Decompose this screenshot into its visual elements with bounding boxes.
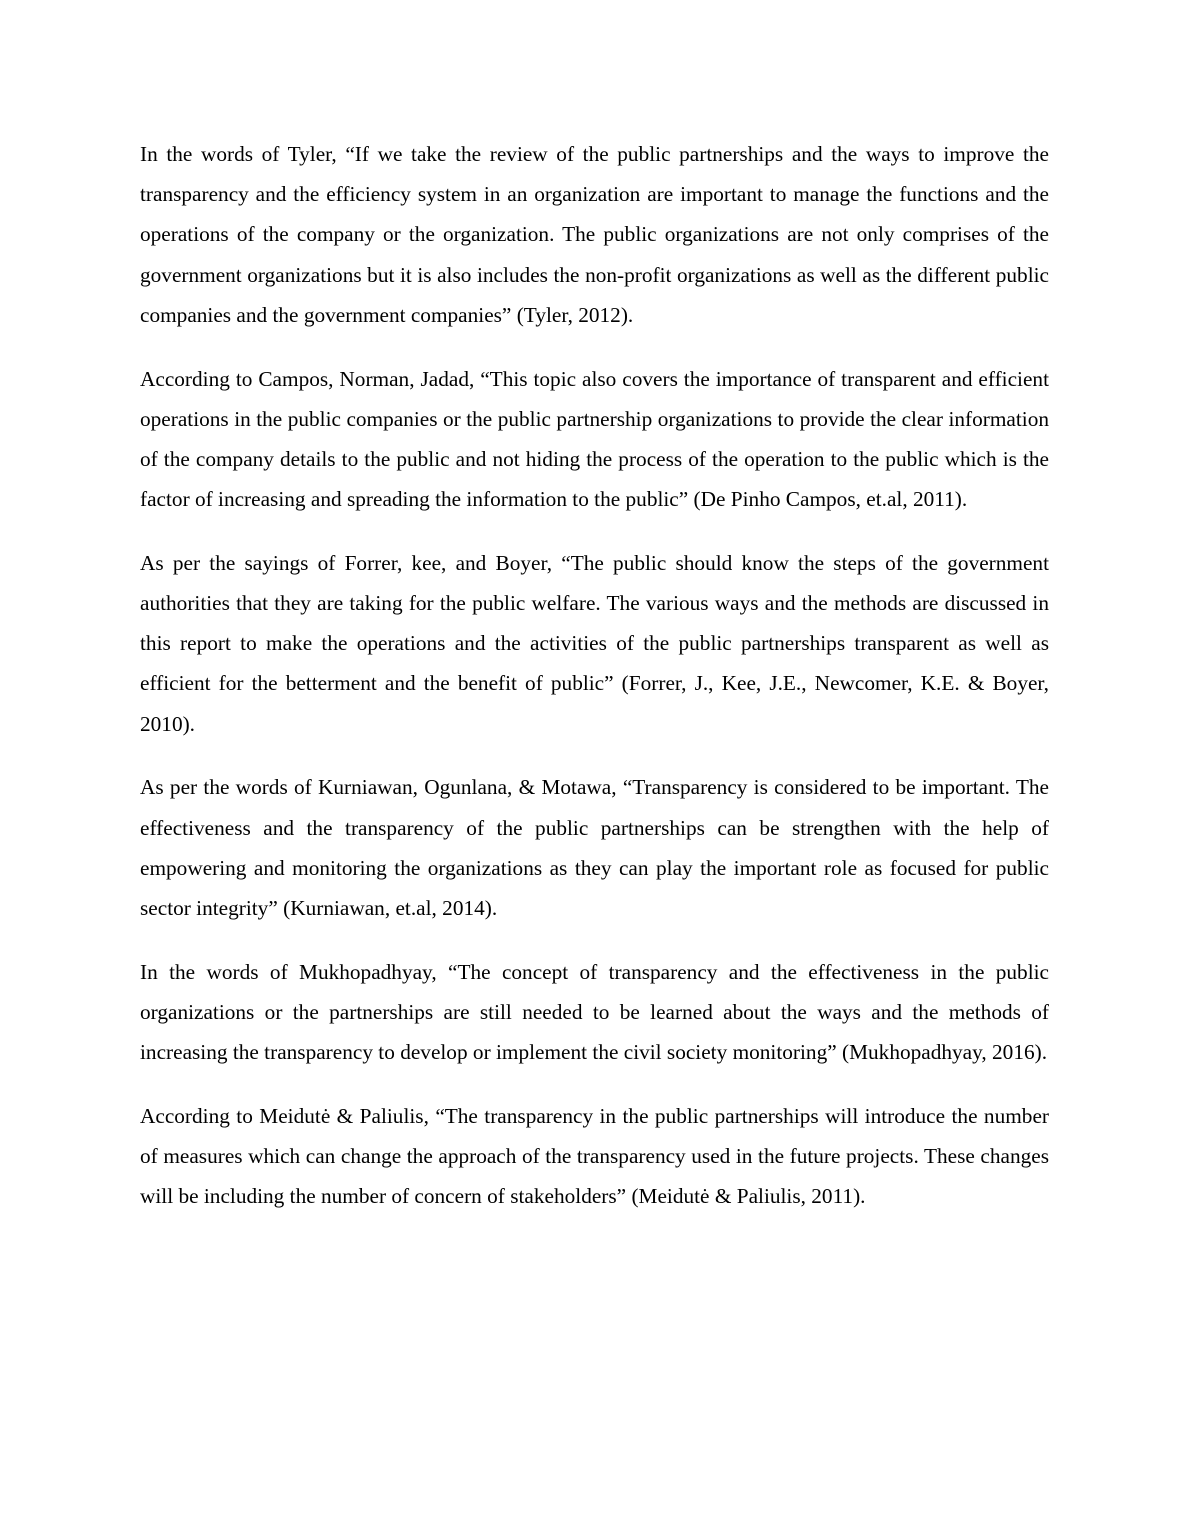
- paragraph-campos: According to Campos, Norman, Jadad, “This topic also covers the importance of transparent and efficient operations in the public companies or the public partnership organizations to provide the clear information of the company details to the public and not hiding the process of the operation to the public which is the factor of increasing and spreading the information to the public” (De Pinho Campos, et.al, 2011).: [140, 366, 1049, 512]
- paragraph-kurniawan: As per the words of Kurniawan, Ogunlana, & Motawa, “Transparency is considered to be important. The effectiveness and the transparency of the public partnerships can be strengthen with the help of empowering and monitoring the organizations as they can play the important role as focused for public sector integrity” (Kurniawan, et.al, 2014).: [140, 775, 1049, 920]
- paragraph-forrer: As per the sayings of Forrer, kee, and Boyer, “The public should know the steps of the government authorities that they are taking for the public welfare. The various ways and the methods are discussed in this report to make the operations and the activities of the public partnerships transparent as well as efficient for the betterment and the benefit of public” (Forrer, J., Kee, J.E., Newcomer, K.E. & Boyer, 2010).: [140, 550, 1049, 736]
- paragraph-tyler: In the words of Tyler, “If we take the review of the public partnerships and the ways to improve the transparency and the efficiency system in an organization are important to manage the functions and the operations of the company or the organization. The public organizations are not only comprises of the government organizations but it is also includes the non-profit organizations as well as the different public companies and the government companies” (Tyler, 2012).: [140, 142, 1049, 327]
- document-page: [140, 134, 1049, 1240]
- paragraph-meidute: According to Meidutė & Paliulis, “The transparency in the public partnerships will introduce the number of measures which can change the approach of the transparency used in the future projects. These changes will be including the number of concern of stakeholders” (Meidutė & Paliulis, 2011).: [140, 1103, 1049, 1209]
- paragraph-mukhopadhyay: In the words of Mukhopadhyay, “The concept of transparency and the effectiveness in the public organizations or the partnerships are still needed to be learned about the ways and the methods of increasing the transparency to develop or implement the civil society monitoring” (Mukhopadhyay, 2016).: [140, 959, 1049, 1065]
